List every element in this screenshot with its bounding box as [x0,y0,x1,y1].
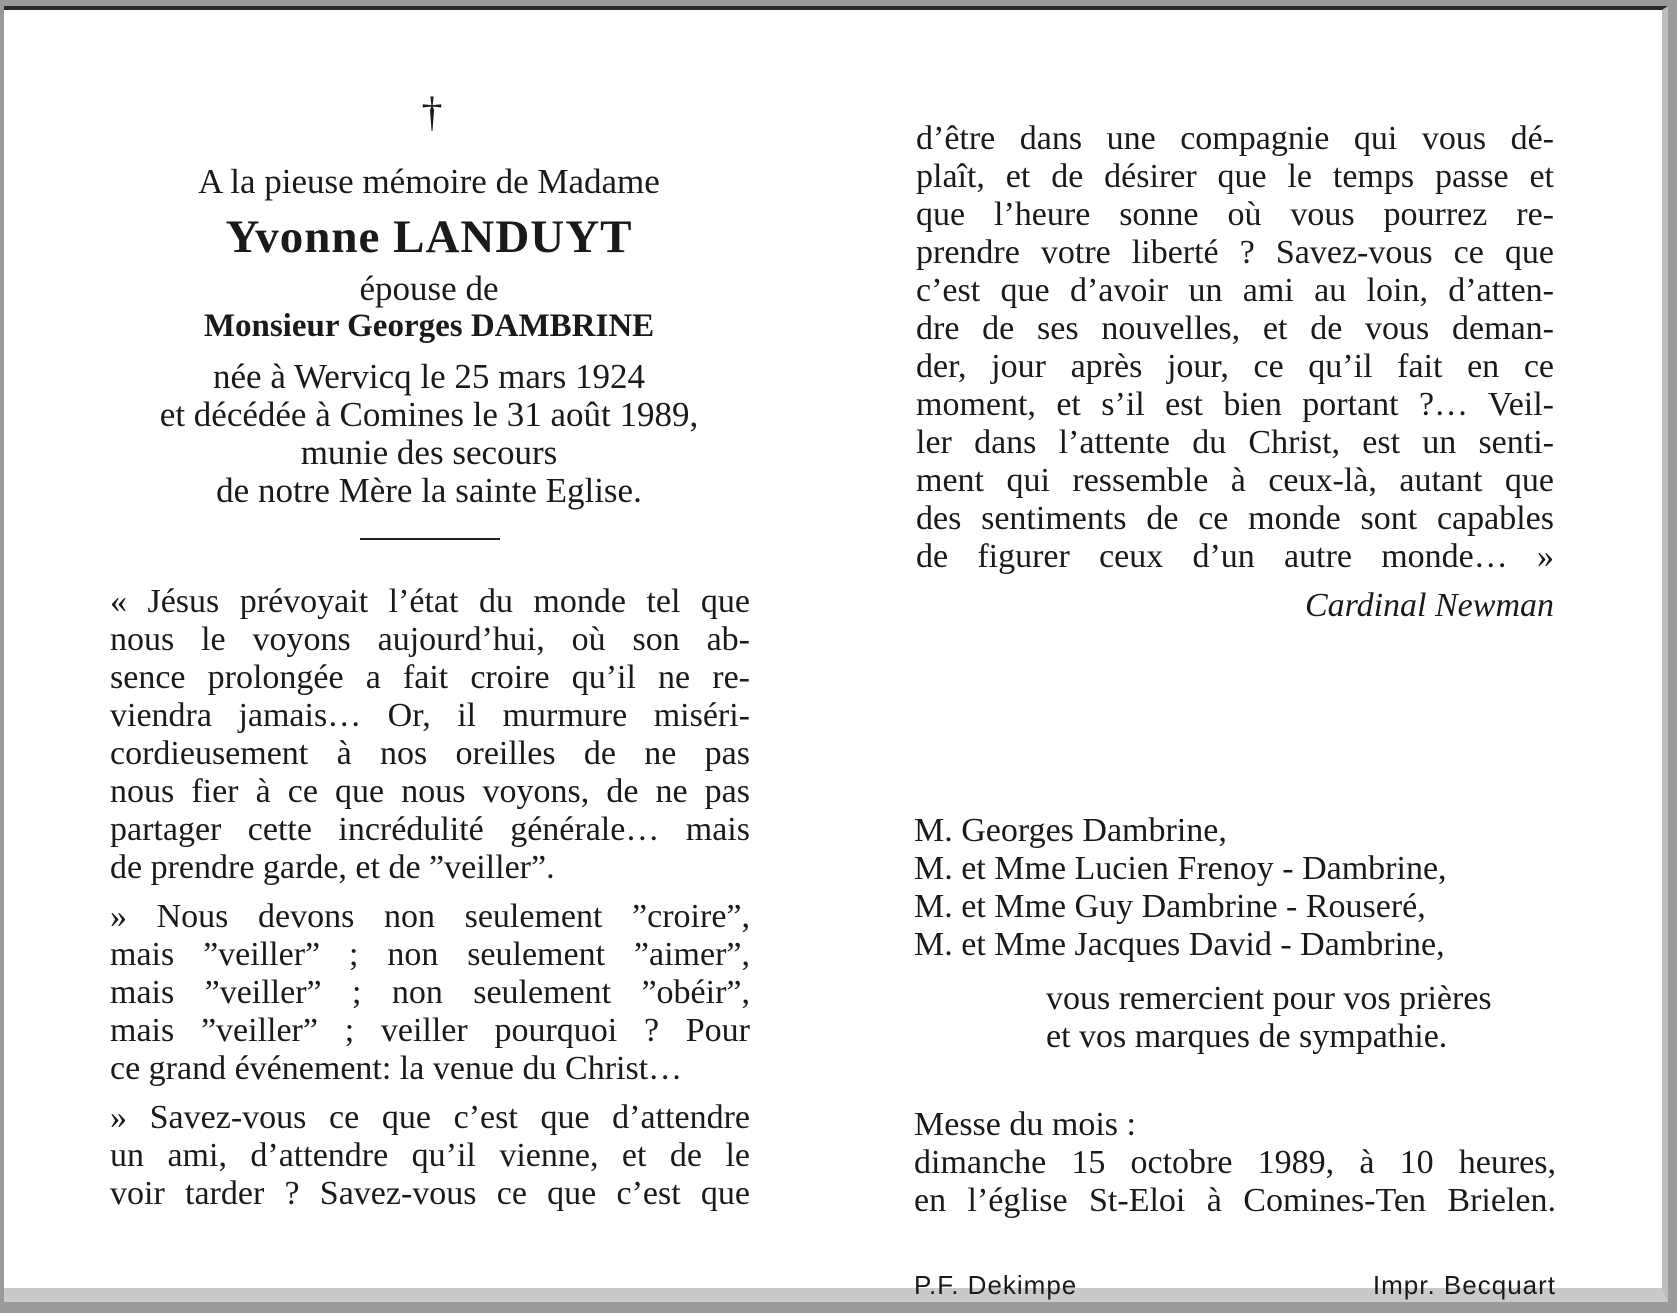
quote-line: nous fier à ce que nous voyons, de ne pas [110,773,750,810]
quote-line: un ami, d’attendre qu’il vienne, et de le [110,1137,750,1174]
funeral-home: P.F. Dekimpe [914,1270,1078,1300]
quote-line: prendre votre liberté ? Savez-vous ce que [916,234,1554,271]
sacraments-line: munie des secours [300,433,558,472]
quote-left [110,583,750,1213]
quote-line: viendra jamais… Or, il murmure miséri- [110,697,750,734]
quote-line: c’est que d’avoir un ami au loin, d’atten- [916,272,1554,309]
quote-line: plaît, et de désirer que le temps passe et [916,158,1554,195]
quote-line: que l’heure sonne où vous pourrez re- [916,196,1554,233]
church-line: de notre Mère la sainte Eglise. [216,471,642,510]
death-line: et décédée à Comines le 31 août 1989, [159,395,699,434]
quote-line: de figurer ceux d’un autre monde… » [916,538,1554,575]
quote-paragraph-3 [110,1099,750,1213]
quote-line: ment qui ressemble à ceux-là, autant que [916,462,1554,499]
quote-line: ce grand événement: la venue du Christ… [110,1050,683,1087]
family-member: M. et Mme Lucien Frenoy - Dambrine, [914,850,1447,887]
family-list [914,812,1614,964]
quote-line: partager cette incrédulité générale… mais [110,811,750,848]
quote-line: ler dans l’attente du Christ, est un senti- [916,424,1554,461]
quote-right [916,120,1554,576]
quote-line: des sentiments de ce monde sont capables [916,500,1554,537]
quote-line: « Jésus prévoyait l’état du monde tel que [110,583,750,620]
quote-paragraph-2 [110,898,750,1088]
quote-line: sence prolongée a fait croire qu’il ne re- [110,659,750,696]
thanks-line: et vos marques de sympathie. [1046,1018,1448,1055]
mass-notice [914,1106,1556,1220]
quote-line: d’être dans une compagnie qui vous dé- [916,120,1554,157]
quote-line: » Nous devons non seulement ”croire”, [110,898,750,935]
mass-date: dimanche 15 octobre 1989, à 10 heures, [914,1144,1556,1181]
quote-line: nous le voyons aujourd’hui, où son ab- [110,621,750,658]
spouse-name: Monsieur Georges DAMBRINE [203,308,655,344]
mass-place: en l’église St-Eloi à Comines-Ten Brielen. [914,1182,1556,1219]
quote-line: voir tarder ? Savez-vous ce que c’est que [110,1175,750,1212]
divider [360,538,500,540]
quote-line: dre de ses nouvelles, et de vous deman- [916,310,1554,347]
quote-line: de prendre garde, et de ”veiller”. [110,849,555,886]
family-member: M. et Mme Jacques David - Dambrine, [914,926,1445,963]
birth-line: née à Wervicq le 25 mars 1924 [213,357,645,396]
spouse-label: épouse de [359,269,499,308]
family-member: M. Georges Dambrine, [914,812,1227,849]
quote-author: Cardinal Newman [1304,587,1554,624]
quote-line: » Savez-vous ce que c’est que d’attendre [110,1099,750,1136]
family-member: M. et Mme Guy Dambrine - Rouseré, [914,888,1426,925]
quote-line: moment, et s’il est bien portant ?… Veil- [916,386,1554,423]
quote-paragraph-1 [110,583,750,887]
cross-icon: † [421,90,443,136]
deceased-name: Yvonne LANDUYT [225,211,633,263]
printer-credit: Impr. Becquart [1372,1270,1556,1300]
quote-line: mais ”veiller” ; non seulement ”obéir”, [110,974,750,1011]
quote-line: mais ”veiller” ; non seulement ”aimer”, [110,936,750,973]
quote-line: der, jour après jour, ce qu’il fait en ce [916,348,1554,385]
thanks-note [1046,980,1556,1056]
mass-title: Messe du mois : [914,1106,1136,1143]
quote-line: cordieusement à nos oreilles de ne pas [110,735,750,772]
quote-line: mais ”veiller” ; veiller pourquoi ? Pour [110,1012,750,1049]
memorial-card [4,6,1668,1302]
thanks-line: vous remercient pour vos prières [1046,980,1492,1017]
memorial-intro: A la pieuse mémoire de Madame [198,162,660,201]
